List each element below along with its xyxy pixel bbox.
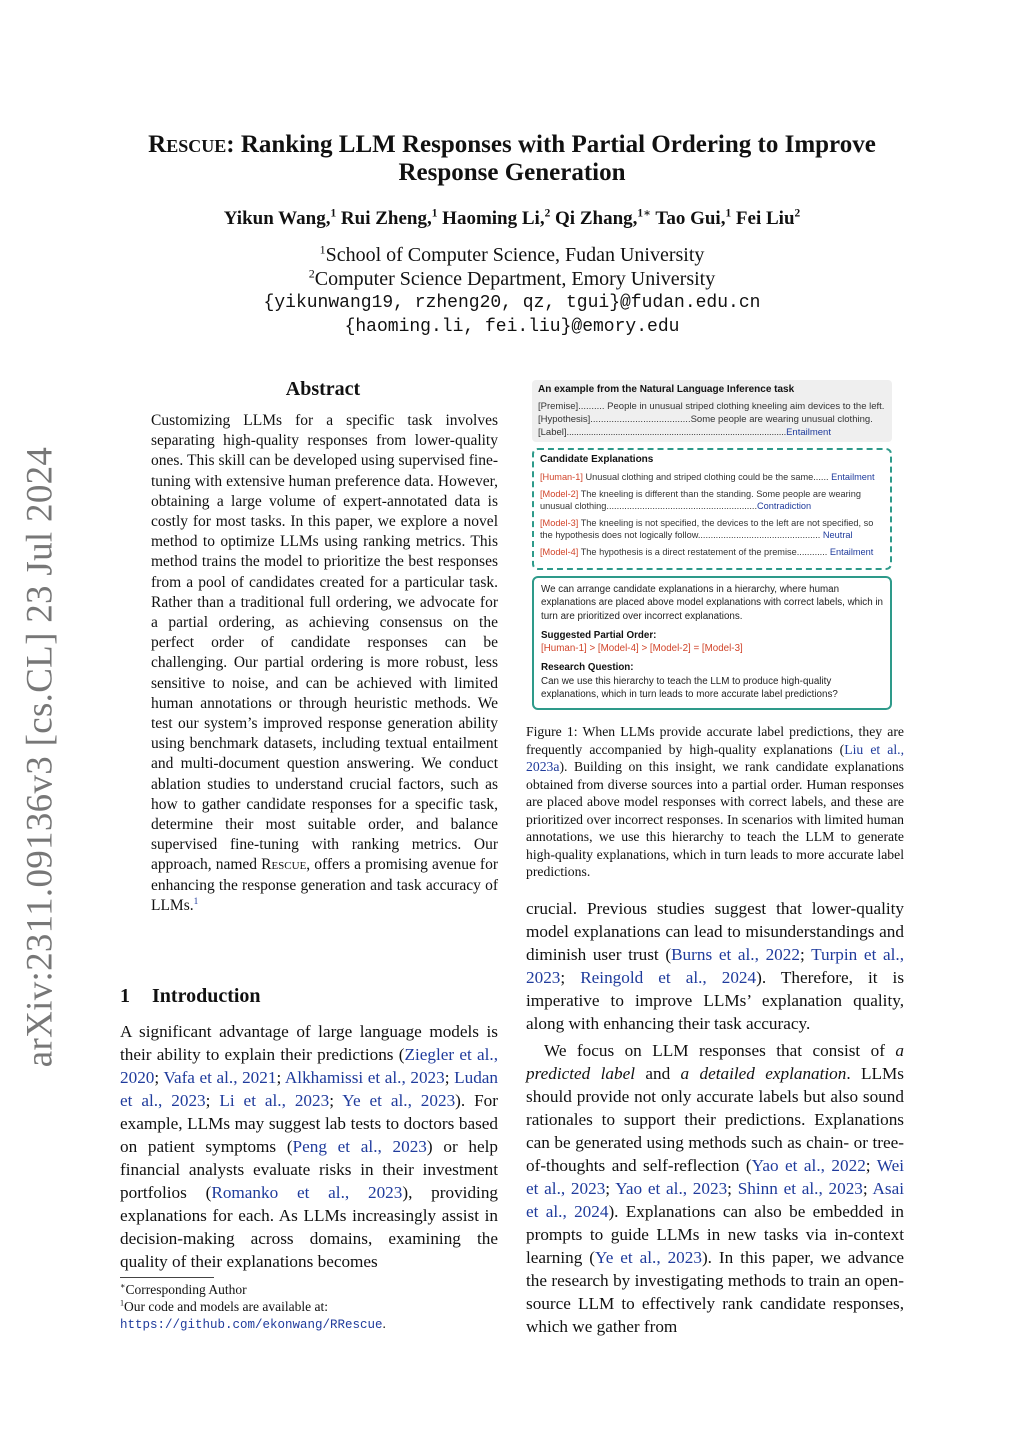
citation-link[interactable]: Romanko et al., 2023	[211, 1183, 403, 1202]
candidate-label: Entailment	[831, 472, 875, 482]
intro-column-right	[526, 897, 904, 1338]
dot-leader: ..........	[578, 401, 605, 412]
candidate-title: Candidate Explanations	[540, 454, 654, 465]
citation-link[interactable]: Alkhamissi et al., 2023	[284, 1068, 445, 1087]
citation-link[interactable]: Ye et al., 2023	[342, 1091, 456, 1110]
author-mark: 1∗	[637, 207, 651, 220]
candidate-label: Contradiction	[757, 501, 812, 512]
citation-link[interactable]: Asai et al., 2024	[526, 1179, 904, 1221]
section-number: 1	[120, 985, 130, 1007]
title-line-1: : Ranking LLM Responses with Partial Ordering to Improve	[226, 131, 876, 158]
research-question-text: Can we use this hierarchy to teach the LLM to produce high-quality explanations, which in turn leads to more accurate label predictions?	[541, 675, 838, 701]
intro-paragraph-1	[120, 1020, 498, 1273]
body-text: ;	[799, 945, 812, 964]
body-text: ;	[862, 1179, 873, 1198]
body-text: . LLMs should provide not only accurate labels but also sound rationales to support their predictions. Explanations can be generated using methods such as chain- or tree-of-thoughts and self-reflection (	[526, 1064, 904, 1175]
citation-link[interactable]: Ziegler et al., 2020	[120, 1045, 498, 1087]
arxiv-id: arXiv:2311.09136v3 [cs.CL] 23 Jul 2024	[19, 446, 61, 1068]
hypothesis-tag: [Hypothesis]	[538, 413, 591, 425]
author-mark: 1	[725, 207, 732, 220]
body-text: ;	[605, 1179, 616, 1198]
partial-order-text: [Human-1] > [Model-4] > [Model-2] = [Model-3]	[541, 643, 743, 655]
section-title: Introduction	[152, 985, 261, 1007]
email-fudan[interactable]: {yikunwang19, rzheng20, qz, tgui}@fudan.edu.cn	[263, 293, 761, 313]
candidate-item	[540, 488, 884, 513]
footnote-mark: ∗	[120, 1281, 126, 1291]
premise-line	[538, 401, 886, 414]
body-text: ). Therefore, it is imperative to improve LLMs’ explanation quality, along with enhancing their task accuracy.	[526, 968, 905, 1033]
gold-label: Entailment	[786, 426, 831, 438]
email-emory[interactable]: {haoming.li, fei.liu}@emory.edu	[344, 317, 680, 337]
candidate-label: Neutral	[822, 530, 853, 541]
system-name: Rescue	[261, 856, 307, 874]
candidate-tag: [Model-3]	[540, 517, 579, 528]
citation-link[interactable]: Peng et al., 2023	[292, 1137, 427, 1156]
body-text: ). For example, LLMs may suggest lab tests to doctors based on patient symptoms (	[120, 1091, 498, 1156]
emphasis-text: a detailed explanation	[680, 1064, 847, 1083]
title-line-2: Response Generation	[398, 159, 626, 186]
affiliation-emory: Computer Science Department, Emory University	[314, 268, 716, 290]
intro-paragraph-2	[526, 1039, 904, 1338]
code-note-end: .	[382, 1316, 386, 1331]
candidate-item	[540, 517, 884, 542]
footnote-mark: 1	[120, 1298, 125, 1308]
caption-text	[526, 724, 904, 879]
body-text: ). Building on this insight, we rank candidate explanations obtained from diverse sources into a partial order. Human responses are placed above model responses with correct labels, and these are prioritized over incorrect responses. In scenarios with limited human annotations, we use this hierarchy to teach the LLM to generate high-quality explanations, which in turn leads to more accurate label predictions.	[526, 759, 904, 879]
paper-title	[120, 131, 904, 187]
citation-link[interactable]: Vafa et al., 2021	[163, 1068, 277, 1087]
code-note: Our code and models are available at:	[124, 1299, 328, 1314]
candidate-text: The kneeling is different than the standing. Some people are wearing unusual clothing...........................................................	[540, 488, 861, 512]
body-text: ;	[205, 1091, 220, 1110]
body-text: ) or help financial analysts evaluate risks in their investment portfolios (	[120, 1137, 498, 1202]
citation-link[interactable]: Ye et al., 2023	[595, 1248, 702, 1267]
label-line	[538, 427, 886, 440]
body-text: crucial. Previous studies suggest that lower-quality model explanations can lead to misunderstandings and diminish user trust (	[526, 899, 904, 964]
author-mark: 2	[544, 207, 551, 220]
author-mark: 2	[794, 207, 801, 220]
candidate-tag: [Model-2]	[540, 488, 579, 499]
hypothesis-line	[538, 414, 886, 427]
citation-link[interactable]: Ludan et al., 2023	[120, 1068, 499, 1110]
candidate-item	[540, 546, 884, 559]
body-text: ;	[444, 1068, 455, 1087]
affil-mark: 2	[308, 266, 315, 281]
author: Rui Zheng,	[340, 208, 432, 229]
abstract-text: Customizing LLMs for a specific task involves separating high-quality responses from lower-quality ones. This skill can be developed using supervised fine-tuning with extensive human preference data. However, obtaining a large volume of expert-annotated data is costly for most tasks. In this paper, we explore a novel method to optimize LLMs using ranking metrics. This method trains the model to prioritize the best responses from a pool of candidates created for a particular task. Rather than a traditional full ordering, we advocate for a partial ordering, as achieving consensus on the perfect order of candidate responses can be challenging. Our partial ordering is more robust, less sensitive to noise, and can be achieved with limited human annotations or through heuristic methods. We test our system’s improved response generation ability using benchmark datasets, including textual entailment and multi-document question answering. We conduct ablation studies to understand crucial factors, such as how to gather candidate responses for a specific task, determine their most suitable order, and balance supervised fine-tuning with ranking metrics. Our approach, named	[151, 412, 498, 874]
system-name: Rescue	[148, 131, 227, 158]
author-mark: 1	[431, 207, 438, 220]
body-text: and	[635, 1064, 681, 1083]
body-text: Figure 1: When LLMs provide accurate label predictions, they are frequently accompanied by high-quality explanations (	[526, 724, 904, 757]
abstract-text-end: , offers a promising avenue for enhancing the response generation and task accuracy of LLMs.	[151, 856, 498, 914]
figure-1	[526, 378, 894, 718]
body-text: ;	[329, 1091, 343, 1110]
abstract-heading: Abstract	[285, 378, 361, 400]
candidate-text: Unusual clothing and striped clothing could be the same......	[582, 472, 832, 482]
candidate-tag: [Model-4]	[540, 546, 579, 557]
author: Fei Liu	[735, 208, 795, 229]
affil-mark: 1	[319, 242, 326, 257]
body-text: A significant advantage of large language models is their ability to explain their predictions (	[120, 1022, 498, 1064]
hierarchy-text: We can arrange candidate explanations in a hierarchy, where human explanations are placed above model explanations with correct labels, which in turn are prioritized over incorrect explanations.	[541, 584, 884, 622]
candidate-item	[540, 471, 884, 484]
citation-link[interactable]: Wei et al., 2023	[526, 1156, 904, 1198]
body-text: ). Explanations can also be embedded in prompts to guide LLMs in new tasks via in-context learning (	[526, 1202, 904, 1267]
intro-paragraph-1-continued	[526, 897, 904, 1035]
citation-link[interactable]: Reingold et al., 2024	[580, 968, 757, 987]
affiliations	[120, 243, 904, 339]
label-tag: [Label]	[538, 426, 567, 438]
candidate-explanations-panel	[532, 448, 892, 570]
arxiv-sidebar-label	[10, 446, 70, 1068]
citation-link[interactable]: Li et al., 2023	[219, 1091, 330, 1110]
premise-text: People in unusual striped clothing kneeling aim devices to the left.	[604, 401, 885, 412]
code-link[interactable]: https://github.com/ekonwang/RRescue	[120, 1318, 383, 1332]
abstract-body	[151, 411, 498, 916]
candidate-text: The kneeling is not specified, the devices to the left are not specified, so the hypothesis does not logically follow................................................	[540, 517, 874, 541]
citation-link[interactable]: Yao et al., 2022	[751, 1156, 866, 1175]
nli-example-title: An example from the Natural Language Inference task	[538, 384, 795, 395]
candidate-text: The hypothesis is a direct restatement of the premise............	[578, 546, 830, 557]
body-text: We focus on LLM responses that consist of	[544, 1041, 896, 1060]
citation-link[interactable]: Yao et al., 2023	[615, 1179, 728, 1198]
author: Haoming Li,	[442, 208, 545, 229]
body-text: ;	[865, 1156, 877, 1175]
intro-column-left	[120, 1020, 498, 1273]
dot-leader: ......................................	[590, 413, 691, 425]
body-text: ;	[560, 968, 581, 987]
candidate-tag: [Human-1]	[540, 472, 583, 482]
body-text: ), providing explanations for each. As LLMs increasingly assist in decision-making across domains, examining the quality of their explanations becomes	[120, 1183, 499, 1271]
author: Qi Zhang,	[555, 208, 638, 229]
author: Yikun Wang,	[223, 208, 331, 229]
corresponding-note: Corresponding Author	[125, 1282, 247, 1297]
footnote-rule	[120, 1277, 214, 1278]
citation-link[interactable]: Burns et al., 2022	[671, 945, 800, 964]
footnote-link[interactable]: 1	[193, 896, 199, 907]
footnotes	[120, 1281, 500, 1334]
body-text: ;	[154, 1068, 164, 1087]
premise-tag: [Premise]	[538, 401, 579, 412]
research-question-title: Research Question:	[541, 662, 634, 674]
partial-order-title: Suggested Partial Order:	[541, 629, 657, 641]
author-mark: 1	[330, 207, 337, 220]
citation-link[interactable]: Shinn et al., 2023	[737, 1179, 863, 1198]
author-list	[120, 208, 904, 230]
section-heading-introduction	[120, 985, 261, 1008]
body-text: ;	[727, 1179, 738, 1198]
citation-link[interactable]: Liu et al., 2023a	[526, 741, 905, 774]
body-text: ). In this paper, we advance the research by investigating methods to train an open-source LLM to effectively rank candidate responses, which we gather from	[526, 1248, 904, 1336]
body-text: ;	[276, 1068, 285, 1087]
emphasis-text: a predicted label	[526, 1041, 904, 1083]
citation-link[interactable]: Turpin et al., 2023	[526, 945, 905, 987]
affiliation-fudan: School of Computer Science, Fudan University	[325, 244, 705, 266]
figure-1-caption	[526, 723, 904, 881]
dot-leader: ..........................................................................................	[566, 426, 787, 438]
hypothesis-text: Some people are wearing unusual clothing.	[690, 413, 873, 425]
candidate-label: Entailment	[829, 546, 874, 557]
author: Tao Gui,	[655, 208, 726, 229]
nli-example-panel	[532, 380, 892, 442]
research-question-panel	[532, 576, 892, 710]
